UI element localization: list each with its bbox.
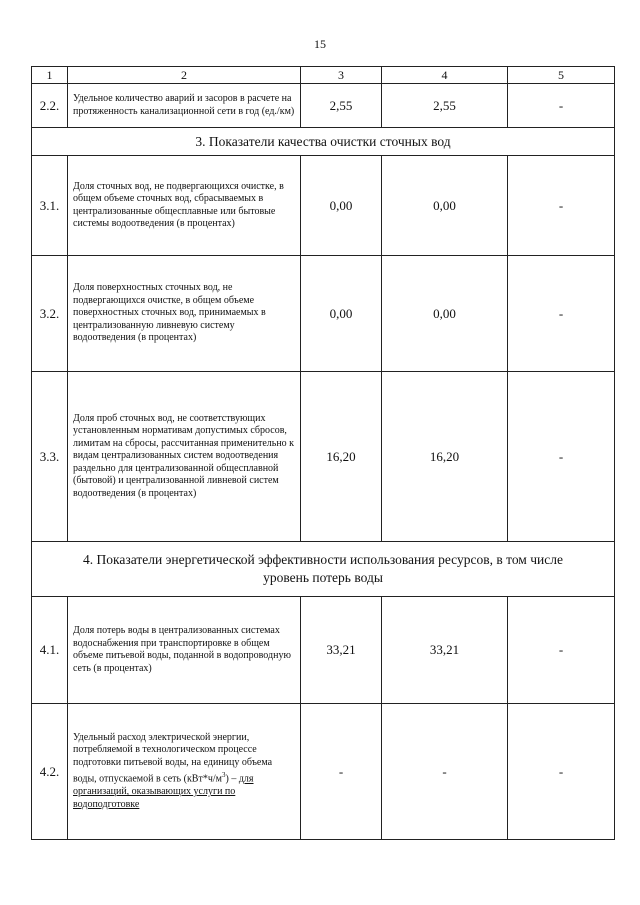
row-value-col3: -: [301, 704, 382, 840]
row-number: 2.2.: [32, 84, 68, 128]
row-value-col4: 16,20: [382, 372, 508, 542]
table-row-3-3: [32, 372, 615, 542]
table-row-3-1: [32, 156, 615, 256]
section-3-title: 3. Показатели качества очистки сточных вод: [32, 128, 615, 156]
section-3-row: [32, 128, 615, 156]
row-value-col3: 0,00: [301, 156, 382, 256]
table-row-4-1: [32, 597, 615, 704]
table-row-3-2: [32, 256, 615, 372]
row-value-col3: 0,00: [301, 256, 382, 372]
row-description: Доля потерь воды в централизованных системах водоснабжения при транспортировке в общем объеме питьевой воды, поданной в водопроводную сеть (в процентах): [68, 597, 301, 704]
row-value-col5: -: [508, 704, 615, 840]
row-value-col5: -: [508, 84, 615, 128]
header-col-2: 2: [68, 67, 301, 84]
superscript: 3: [221, 771, 226, 780]
row-value-col4: -: [382, 704, 508, 840]
row-value-col5: -: [508, 256, 615, 372]
row-number: 3.2.: [32, 256, 68, 372]
page-number: 15: [314, 37, 326, 51]
header-col-4: 4: [382, 67, 508, 84]
row-value-col4: 33,21: [382, 597, 508, 704]
row-value-col5: -: [508, 597, 615, 704]
header-col-3: 3: [301, 67, 382, 84]
row-value-col3: 2,55: [301, 84, 382, 128]
header-col-5: 5: [508, 67, 615, 84]
row-value-col4: 0,00: [382, 156, 508, 256]
row-description-underlined: для организаций, оказывающих услуги по водоподготовке: [73, 773, 254, 810]
row-number: 3.3.: [32, 372, 68, 542]
row-value-col5: -: [508, 156, 615, 256]
row-number: 3.1.: [32, 156, 68, 256]
row-description: Доля сточных вод, не подвергающихся очистке, в общем объеме сточных вод, сбрасываемых в централизованные общесплавные или бытовые системы водоотведения (в процентах): [68, 156, 301, 256]
table-row-4-2: [32, 704, 615, 840]
row-value-col5: -: [508, 372, 615, 542]
row-description: Доля проб сточных вод, не соответствующих установленным нормативам допустимых сбросов, лимитам на сбросы, рассчитанная применительно к видам централизованных систем водоотведения раздельно для централизованной общесплавной (бытовой) и централизованной ливневой систем водоотведения (в процентах): [68, 372, 301, 542]
header-col-1: 1: [32, 67, 68, 84]
row-number: 4.2.: [32, 704, 68, 840]
row-description-sep: ) –: [225, 773, 239, 785]
section-4-row: [32, 542, 615, 597]
row-value-col3: 33,21: [301, 597, 382, 704]
row-number: 4.1.: [32, 597, 68, 704]
table-row-2-2: [32, 84, 615, 128]
row-description-text: Удельный расход электрической энергии, потребляемой в технологическом процессе подготовки питьевой воды, на единицу объема воды, отпускаемой в сеть (кВт*ч/м: [73, 731, 273, 785]
row-value-col4: 0,00: [382, 256, 508, 372]
indicators-table: [31, 66, 615, 840]
row-description: Удельное количество аварий и засоров в расчете на протяженность канализационной сети в год (ед./км): [68, 84, 301, 128]
section-4-title: 4. Показатели энергетической эффективности использования ресурсов, в том числе уровень потерь воды: [32, 542, 615, 597]
row-description: Доля поверхностных сточных вод, не подвергающихся очистке, в общем объеме поверхностных сточных вод, принимаемых в централизованную ливневую систему водоотведения (в процентах): [68, 256, 301, 372]
row-value-col4: 2,55: [382, 84, 508, 128]
row-description: [68, 704, 301, 840]
row-value-col3: 16,20: [301, 372, 382, 542]
table-header-row: [32, 67, 615, 84]
